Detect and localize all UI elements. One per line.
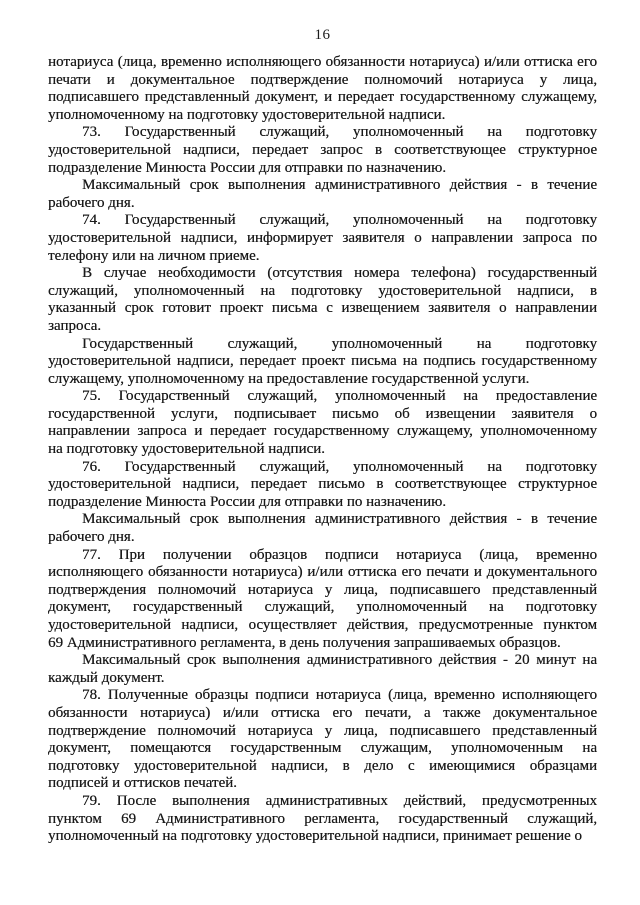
text-line: государственной услуги, подписывает письмо об извещении заявителя о — [48, 405, 597, 422]
text-line: 76. Государственный служащий, уполномоченный на подготовку — [82, 458, 597, 475]
text-line: Максимальный срок выполнения административного действия - в течение — [82, 511, 597, 528]
text-line: Государственный служащий, уполномоченный на подготовку — [82, 335, 597, 352]
text-line: Максимальный срок выполнения административного действия - в течение — [82, 177, 597, 194]
text-line: на подготовку удостоверительной надписи. — [48, 441, 325, 458]
text-line: исполняющего обязанности нотариуса) и/или оттиска его печати и документального — [48, 564, 597, 581]
document-body — [48, 54, 597, 846]
text-line: рабочего дня. — [48, 194, 135, 211]
text-line: 78. Полученные образцы подписи нотариуса (лица, временно исполняющего — [82, 687, 597, 704]
text-line: удостоверительной надписи, информирует заявителя о направлении запроса по — [48, 229, 597, 246]
text-line: подтверждения полномочий нотариуса у лица, подписавшего представленный — [48, 581, 597, 598]
text-line: 69 Административного регламента, в день получения запрашиваемых образцов. — [48, 634, 561, 651]
text-line: 73. Государственный служащий, уполномоченный на подготовку — [82, 124, 597, 141]
text-line: указанный срок готовит проект письма с извещением заявителя о направлении — [48, 300, 597, 317]
text-line: Максимальный срок выполнения административного действия - 20 минут на — [82, 652, 597, 669]
text-line: удостоверительной надписи, передает проект письма на подпись государственному — [48, 353, 597, 370]
text-line: документ, государственный служащий, уполномоченный на подготовку — [48, 599, 597, 616]
text-line: подразделение Минюста России для отправки по назначению. — [48, 493, 446, 510]
text-line: В случае необходимости (отсутствия номера телефона) государственный — [82, 265, 597, 282]
text-line: удостоверительной надписи, осуществляет действия, предусмотренные пунктом — [48, 617, 597, 633]
text-line: документ, помещаются государственным служащим, уполномоченным на — [48, 740, 597, 757]
text-line: служащему, уполномоченному на предоставление государственной услуги. — [48, 370, 530, 387]
text-line: уполномоченный на подготовку удостоверительной надписи, принимает решение о — [48, 828, 582, 845]
text-line: подписавшего представленный документ, и передает государственному служащему, — [48, 89, 597, 106]
text-line: каждый документ. — [48, 669, 165, 686]
text-line: печати и документальное подтверждение полномочий нотариуса у лица, — [48, 71, 597, 88]
text-line: обязанности нотариуса) и/или оттиска его печати, а также документальное — [48, 704, 597, 721]
text-line: 74. Государственный служащий, уполномоченный на подготовку — [82, 212, 597, 229]
text-line: 75. Государственный служащий, уполномоченный на предоставление — [82, 388, 597, 405]
text-line: удостоверительной надписи, передает письмо в соответствующее структурное — [48, 476, 597, 493]
text-line: подтверждение полномочий нотариуса у лица, подписавшего представленный — [48, 722, 597, 739]
text-line: подразделение Минюста России для отправки по назначению. — [48, 159, 446, 176]
text-line: уполномоченному на подготовку удостоверительной надписи. — [48, 106, 446, 123]
text-line: служащий, уполномоченный на подготовку удостоверительной надписи, в — [48, 282, 597, 299]
text-line: удостоверительной надписи, передает запрос в соответствующее структурное — [48, 141, 597, 158]
text-line: подписей и оттисков печатей. — [48, 775, 237, 792]
page-number: 16 — [314, 27, 331, 43]
text-line: нотариуса (лица, временно исполняющего обязанности нотариуса) и/или оттиска его — [48, 54, 597, 70]
text-line: телефону или на личном приеме. — [48, 247, 260, 264]
text-line: рабочего дня. — [48, 529, 135, 546]
text-line: подготовку удостоверительной надписи, в дело с имеющимися образцами — [48, 757, 597, 774]
text-line: запроса. — [48, 317, 102, 334]
text-line: 77. При получении образцов подписи нотариуса (лица, временно — [82, 546, 597, 563]
text-line: направлении запроса и передает государственному служащему, уполномоченному — [48, 423, 597, 440]
text-line: пунктом 69 Административного регламента, государственный служащий, — [48, 810, 597, 827]
text-line: 79. После выполнения административных действий, предусмотренных — [82, 792, 597, 809]
